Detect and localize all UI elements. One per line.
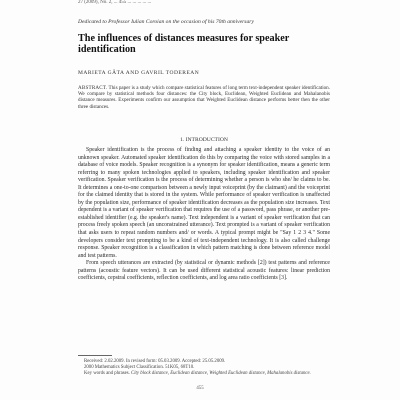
abstract bbox=[78, 85, 330, 110]
footnote-rule bbox=[78, 355, 112, 356]
footnote-received: Received: 2.02.2009. In revised form: 05.03.2009. Accepted: 25.05.2009. bbox=[84, 359, 226, 364]
dedication: Dedicated to Professor Iulian Coroian on the occasion of his 70th anniversary bbox=[78, 19, 254, 25]
footnote-keywords bbox=[78, 371, 330, 377]
abstract-label: ABSTRACT. bbox=[78, 85, 108, 91]
body-text bbox=[78, 147, 330, 283]
running-header: 27 (2009), No. 2, ... 455 ... ... ... ... ... bbox=[78, 0, 152, 5]
abstract-text: This paper is a study which compare statistical features of long term text-independent speaker identification. We compare by statistical methods four distances: the City block, Euclidean, Weighted Euclidean and Mahalanobis distance measures. Experiments confirm our assumption that Weighted Euclidean distance performs better then the other three distances. bbox=[78, 85, 330, 110]
footnotes bbox=[78, 359, 330, 377]
paragraph-2: From speech utterances are extracted (by statistical or dynamic methods [2]) test patterns and reference patterns (acoustic feature vectors). It can be used different statistical acoustic features: linear prediction coefficients, cepstral coefficients, reflection coefficients, and log area ratio coefficients [3]. bbox=[78, 260, 330, 282]
keywords-text: City block distance, Euclidean distance, Weighted Euclidean distance, Mahalanobis distance. bbox=[129, 371, 311, 376]
paper-title: The influences of distances measures for speaker identification bbox=[78, 33, 290, 55]
paragraph-1: Speaker identification is the process of finding and attaching a speaker identity to the voice of an unknown speaker. Automated speaker identification do this by comparing the voice with stored samples in a database of voice models. Speaker recognition is a synonym for speaker identification, means a generic term referring to many spoken technologies applied to speakers, including speaker identification and speaker verification. Speaker verification is the process of determining whether a person is who she/ he claims to be. It determines a one-to-one comparison between a newly input voiceprint (by the claimant) and the voiceprint for the claimed identity that is stored in the system. While performance of speaker verification is unaffected by the population size, performance of speaker identification decreases as the population size increases. Text dependent is a variant of speaker verification that requires the use of a password, pass phrase, or another pre-established identifier (e.g. the speaker's name). Text independent is a variant of speaker verification that can process freely spoken speech (an unconstrained utterance). Text prompted is a variant of speaker verification that asks users to repeat random numbers and/ or words. A typical prompt might be "Say 1 2 3 4." Some developers consider text prompting to be a kind of text-independent technology. It is also called challenge response. Speaker recognition is a classification in which pattern matching is done between reference model and test patterns. bbox=[78, 147, 330, 259]
authors: MARIETA GÂTA AND GAVRIL TODEREAN bbox=[78, 70, 200, 76]
keywords-label: Key words and phrases. bbox=[84, 371, 130, 376]
page-number: 455 bbox=[196, 386, 204, 391]
footnote-msc: 2000 Mathematics Subject Classification. 51K05, 68T10. bbox=[84, 365, 195, 370]
section-title: 1. INTRODUCTION bbox=[180, 137, 228, 143]
